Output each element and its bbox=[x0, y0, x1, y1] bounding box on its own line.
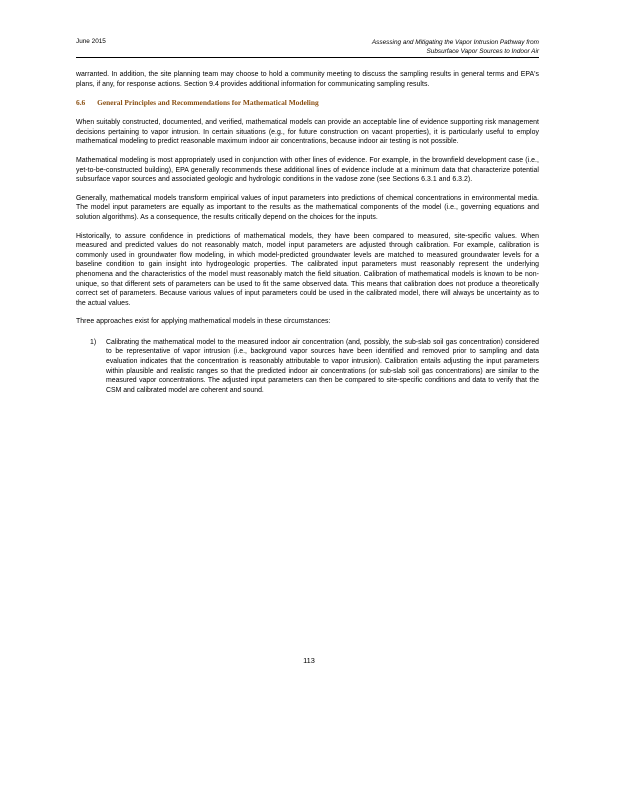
paragraph: Historically, to assure confidence in predictions of mathematical models, they have been compared to measured, site-specific values. When measured and predicted values do not reasonably match, model input parameters are adjusted through calibration. For example, calibration is commonly used in groundwater flow modeling, in which model-predicted groundwater levels are matched to measured groundwater levels for a baseline condition to gain insight into hydrogeologic properties. The calibrated input parameters must reasonably represent the underlying phenomena and the characteristics of the model must reasonably match the field situation. Calibration of mathematical models is known to be non-unique, so that different sets of parameters can be used to fit the same observed data. This means that calibration does not produce a theoretically correct set of parameters. Because various values of input parameters could be used in the calibrated model, there will always be uncertainty as to the actual values. bbox=[76, 232, 539, 307]
paragraph: When suitably constructed, documented, and verified, mathematical models can provide an acceptable line of evidence supporting risk management decisions pertaining to vapor intrusion. In certain situations (e.g., for future construction on vacant properties), it is particularly useful to employ mathematical modeling to predict reasonable maximum indoor air concentrations, because indoor air testing is not possible. bbox=[76, 119, 539, 146]
header-title bbox=[372, 38, 539, 56]
document-body bbox=[76, 70, 539, 395]
paragraph-intro: warranted. In addition, the site planning team may choose to hold a community meeting to discuss the sampling results in general terms and EPA's plans, if any, for response actions. Section 9.4 provides additional information for communicating sampling results. bbox=[76, 71, 539, 88]
list-item-text: Calibrating the mathematical model to the measured indoor air concentration (and, possibly, the sub-slab soil gas concentration) considered to be representative of vapor intrusion (i.e., background vapor sources have been identified and removed prior to sampling and data evaluation indicates that the concentration is reasonably attributable to vapor intrusion). Calibration entails adjusting the input parameters within plausible and realistic ranges so that the predicted indoor air concentrations (or sub-slab soil gas concentrations) are similar to the measured vapor concentrations. The adjusted input parameters can then be compared to site-specific conditions and data to verify that the CSM and calibrated model are coherent and sound. bbox=[106, 338, 539, 394]
section-title: General Principles and Recommendations for Mathematical Modeling bbox=[97, 98, 319, 108]
header-date: June 2015 bbox=[76, 38, 106, 45]
approaches-list bbox=[76, 338, 539, 396]
paragraph: Generally, mathematical models transform empirical values of input parameters into predictions of chemical concentrations in environmental media. The model input parameters are equally as important to the results as the mathematical components of the model (i.e., governing equations and solution algorithms). As a consequence, the results critically depend on the choices for the inputs. bbox=[76, 194, 539, 221]
section-number: 6.6 bbox=[76, 98, 86, 108]
section-heading bbox=[76, 98, 539, 107]
list-item bbox=[90, 338, 539, 396]
paragraph: Three approaches exist for applying mathematical models in these circumstances: bbox=[76, 318, 331, 326]
list-item-number: 1) bbox=[90, 338, 97, 346]
header-title-line-1: Assessing and Mitigating the Vapor Intrusion Pathway from bbox=[371, 39, 539, 46]
page-number: 113 bbox=[303, 656, 315, 665]
header-title-line-2: Subsurface Vapor Sources to Indoor Air bbox=[426, 48, 539, 55]
header-divider bbox=[76, 57, 539, 58]
paragraph: Mathematical modeling is most appropriately used in conjunction with other lines of evidence. For example, in the brownfield development case (i.e., yet-to-be-constructed building), EPA generally recommends these additional lines of evidence include at a minimum data that characterize potential subsurface vapor sources and associated geologic and hydrologic conditions in the vadose zone (see Sections 6.3.1 and 6.3.2). bbox=[76, 156, 539, 184]
